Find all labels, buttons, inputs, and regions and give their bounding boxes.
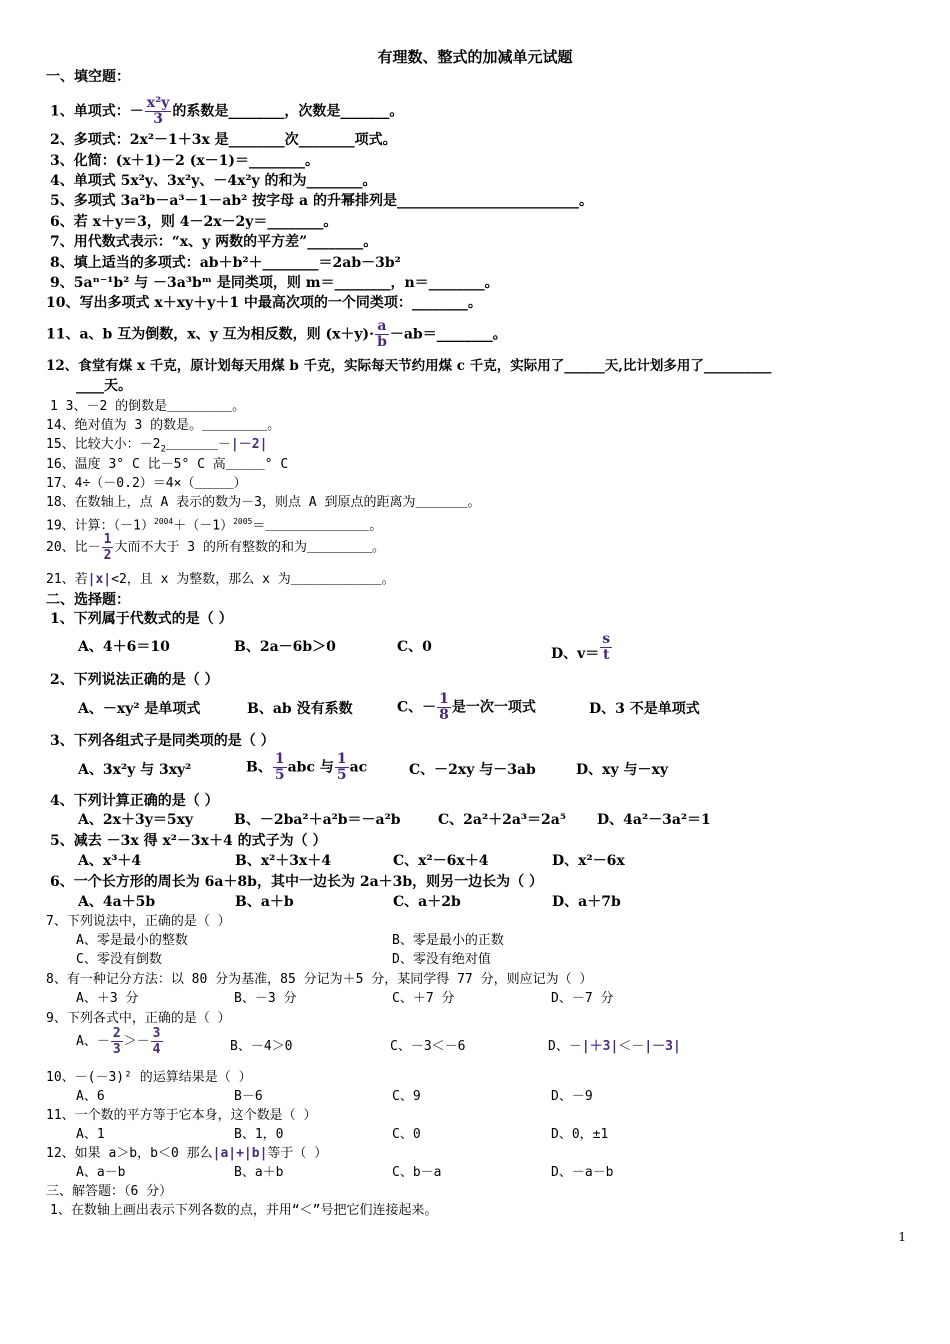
fill-q7: 7、用代数式表示：“x、y 两数的平方差”________。 [50, 234, 378, 250]
section-3-heading: 三、解答题：（6 分） [46, 1184, 173, 1199]
option-c[interactable]: C、0 [397, 639, 432, 655]
fill-q8: 8、填上适当的多项式：ab＋b²＋________＝2ab－3b² [50, 255, 401, 271]
option-c[interactable]: C、b－a [392, 1165, 442, 1180]
option-c[interactable]: C、－3＜－6 [390, 1039, 466, 1054]
fraction: $\frac{s}{t}$ [602, 631, 611, 663]
option-d[interactable]: D、4a²－3a²＝1 [597, 812, 711, 828]
choice-q6-options [0, 893, 950, 911]
option-d[interactable]: D、－7 分 [551, 991, 614, 1006]
fraction: $\frac{1}{5}$ [274, 751, 285, 783]
page-title: 有理数、整式的加减单元试题 [377, 48, 573, 66]
option-d[interactable]: D、v＝ $\frac{s}{t}$ [551, 631, 611, 663]
option-a[interactable]: A、＋3 分 [76, 991, 139, 1006]
option-d[interactable]: D、－9 [551, 1089, 593, 1104]
fraction: $\frac{1}{8}$ [439, 691, 449, 723]
option-a[interactable]: A、6 [76, 1089, 105, 1104]
fill-q16: 16、温度 3° C 比－5° C 高＿＿＿° C [46, 457, 289, 472]
option-a[interactable]: A、－ $\frac{2}{3}$ ＞－ $\frac{3}{4}$ [76, 1026, 161, 1057]
choice-q10: 10、－(－3)² 的运算结果是（ ） [46, 1070, 252, 1085]
fill-q4: 4、单项式 5x²y、3x²y、－4x²y 的和为________。 [50, 173, 377, 189]
option-c[interactable]: C、＋7 分 [392, 991, 455, 1006]
fill-q1-text2: 的系数是________，次数是_______。 [172, 103, 404, 120]
choice-q11-options [0, 1126, 950, 1144]
option-b[interactable]: B、a＋b [234, 1165, 284, 1180]
option-b[interactable]: B、－4＞0 [230, 1039, 293, 1054]
option-c[interactable]: C、9 [392, 1089, 421, 1104]
choice-q7: 7、下列说法中，正确的是（ ） [46, 914, 231, 929]
fill-q20: 20、比－ $\frac{1}{2}$ 大而不大于 3 的所有整数的和为＿＿＿＿＿。 [46, 532, 385, 563]
option-a[interactable]: A、x³＋4 [78, 853, 142, 869]
option-d[interactable]: D、零没有绝对值 [392, 952, 491, 967]
fill-q9: 9、5aⁿ⁻¹b² 与 －3a³bᵐ 是同类项，则 m＝________，n＝________。 [50, 275, 499, 291]
option-b[interactable]: B、1，0 [234, 1127, 284, 1142]
absolute-value: |x| [87, 572, 112, 587]
choice-q2: 2、下列说法正确的是（ ） [50, 672, 219, 688]
fill-q12-cont: ____天。 [76, 378, 132, 394]
option-c[interactable]: C、x²－6x＋4 [393, 853, 489, 869]
absolute-value: |＋3| [581, 1039, 619, 1054]
option-a[interactable]: A、4a＋5b [78, 894, 156, 910]
option-d[interactable]: D、－|＋3|＜－|－3| [548, 1039, 681, 1054]
choice-q4: 4、下列计算正确的是（ ） [50, 793, 219, 809]
absolute-value: |－2| [230, 437, 268, 452]
fill-q12: 12、食堂有煤 x 千克，原计划每天用煤 b 千克，实际每天节约用煤 c 千克，实际用了______天,比计划多用了__________ [46, 358, 772, 374]
option-d[interactable]: D、－a－b [551, 1165, 614, 1180]
fill-q11-text: 11、a、b 互为倒数，x、y 互为相反数，则 (x＋y)· [46, 326, 375, 343]
fill-q14: 14、绝对值为 3 的数是。＿＿＿＿＿。 [46, 418, 281, 433]
choice-q1-options [0, 632, 950, 662]
option-b[interactable]: B－6 [234, 1089, 263, 1104]
fill-q17: 17、4÷（－0.2）＝4×（＿＿＿） [46, 476, 247, 491]
choice-q10-options [0, 1088, 950, 1106]
option-b[interactable]: B、－2ba²＋a²b＝－a²b [234, 812, 401, 828]
option-b[interactable]: B、ab 没有系数 [247, 701, 353, 717]
fill-q19: 19、计算：$(-1)^{2004}+(-1)^{2005}=\_\_\_\_\_\_\_\_$。 [46, 517, 383, 534]
fill-q6: 6、若 x＋y＝3，则 4－2x－2y＝________。 [50, 214, 338, 230]
option-a[interactable]: A、a－b [76, 1165, 126, 1180]
fraction: $\frac{1}{5}$ [336, 751, 347, 783]
choice-q9: 9、下列各式中，正确的是（ ） [46, 1011, 231, 1026]
option-b[interactable]: B、2a－6b＞0 [234, 639, 336, 655]
option-a[interactable]: A、2x＋3y＝5xy [78, 812, 194, 828]
option-c[interactable]: C、－ $\frac{1}{8}$ 是一次一项式 [397, 691, 536, 723]
fill-q13: 1 3、－2 的倒数是＿＿＿＿＿。 [50, 399, 246, 414]
choice-q8: 8、有一种记分方法：以 80 分为基准，85 分记为＋5 分，某同学得 77 分，则应记为（ ） [46, 972, 593, 987]
option-b[interactable]: B、 $\frac{1}{5}$ abc 与 $\frac{1}{5}$ ac [246, 751, 368, 783]
choice-q8-options [0, 990, 950, 1008]
fraction: $\frac{3}{4}$ [152, 1026, 161, 1057]
option-c[interactable]: C、0 [392, 1127, 421, 1142]
choice-q1: 1、下列属于代数式的是（ ） [50, 611, 233, 627]
option-d[interactable]: D、a＋7b [552, 894, 621, 910]
option-b[interactable]: B、a＋b [235, 894, 294, 910]
fill-q5: 5、多项式 3a²b－a³－1－ab² 按字母 a 的升幂排列是__________________________。 [50, 193, 593, 209]
option-b[interactable]: B、－3 分 [234, 991, 297, 1006]
fill-q11 [46, 319, 507, 350]
choice-q2-options [0, 692, 950, 724]
option-c[interactable]: C、a＋2b [393, 894, 461, 910]
fill-q18: 18、在数轴上，点 A 表示的数为－3，则点 A 到原点的距离为＿＿＿＿。 [46, 495, 481, 510]
option-b[interactable]: B、x²＋3x＋4 [235, 853, 332, 869]
option-c[interactable]: C、零没有倒数 [76, 952, 162, 967]
fill-q15: 15、比较大小：$-2_2\_\_\_\_-|-2|$ [46, 437, 268, 455]
choice-q7-options [0, 932, 950, 970]
choice-q5: 5、减去 －3x 得 x²－3x＋4 的式子为（ ） [50, 833, 327, 849]
option-c[interactable]: C、－2xy 与－3ab [409, 762, 536, 778]
answer-q1: 1、在数轴上画出表示下列各数的点，并用“＜”号把它们连接起来。 [50, 1203, 438, 1218]
choice-q5-options [0, 852, 950, 870]
absolute-value: |－3| [644, 1039, 681, 1054]
absolute-value: |a|+|b| [212, 1146, 268, 1161]
choice-q9-options [0, 1026, 950, 1064]
choice-q11: 11、一个数的平方等于它本身，这个数是（ ） [46, 1108, 317, 1123]
section-1-heading: 一、填空题： [46, 69, 130, 85]
section-2-heading: 二、选择题： [46, 592, 130, 608]
fill-q10: 10、写出多项式 x＋xy＋y＋1 中最高次项的一个同类项：________。 [46, 295, 482, 311]
fill-q3: 3、化简：(x＋1)－2 (x－1)＝________。 [50, 153, 320, 169]
fraction: $\frac{2}{3}$ [112, 1026, 121, 1057]
option-a[interactable]: A、－xy² 是单项式 [78, 701, 201, 717]
option-a[interactable]: A、4＋6＝10 [78, 639, 170, 655]
fraction: $\frac{\text{x²y}}{3}$ [146, 95, 170, 127]
choice-q3-options [0, 752, 950, 786]
fraction: $\frac{1}{2}$ [103, 532, 112, 563]
option-b[interactable]: B、零是最小的正数 [392, 933, 504, 948]
option-a[interactable]: A、3x²y 与 3xy² [78, 762, 192, 778]
option-a[interactable]: A、零是最小的整数 [76, 933, 188, 948]
option-d[interactable]: D、3 不是单项式 [589, 701, 700, 717]
choice-q3: 3、下列各组式子是同类项的是（ ） [50, 733, 275, 749]
option-d[interactable]: D、0，±1 [551, 1127, 609, 1142]
fraction: $\frac{a}{b}$ [377, 318, 387, 350]
choice-q12-options [0, 1164, 950, 1182]
fill-q11-text2: －ab＝________。 [389, 326, 507, 343]
fill-q1 [50, 96, 403, 127]
choice-q12: 12、如果 a＞b，b＜0 那么|a|+|b|等于（ ） [46, 1146, 328, 1161]
fill-q1-text: 1、单项式：－ [50, 103, 144, 120]
option-c[interactable]: C、2a²＋2a³＝2a⁵ [438, 812, 566, 828]
option-a[interactable]: A、1 [76, 1127, 105, 1142]
choice-q4-options [0, 811, 950, 829]
fill-q2: 2、多项式：2x²－1＋3x 是________次________项式。 [50, 132, 397, 148]
option-d[interactable]: D、x²－6x [552, 853, 625, 869]
page-number: 1 [898, 1230, 906, 1244]
option-d[interactable]: D、xy 与－xy [576, 762, 668, 778]
fill-q21: 21、若|x|<2，且 x 为整数，那么 x 为＿＿＿＿＿＿＿。 [46, 572, 395, 587]
choice-q6: 6、一个长方形的周长为 6a＋8b，其中一边长为 2a＋3b，则另一边长为（ ） [50, 874, 544, 890]
